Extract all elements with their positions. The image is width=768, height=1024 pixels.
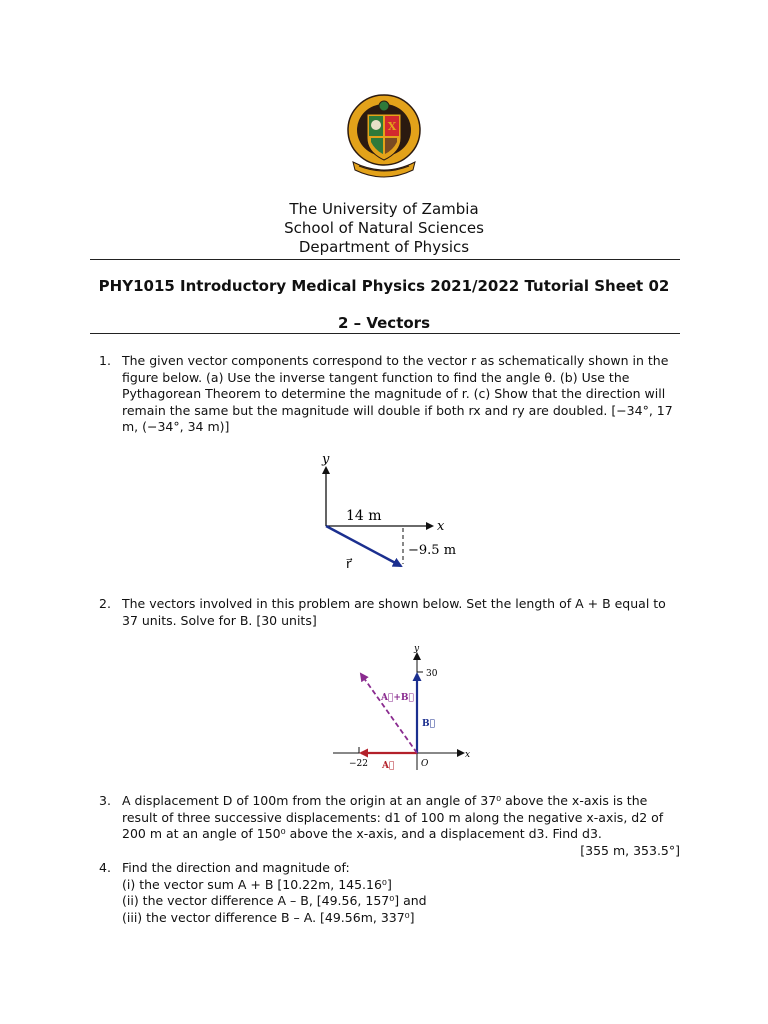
section-title: 2 – Vectors — [337, 314, 431, 332]
question-line: 37 units. Solve for B. [30 units] — [122, 612, 317, 628]
question-line: remain the same but the magnitude will double if both rx and ry are doubled. [−34°, 17 — [122, 402, 673, 418]
question-number: 2. — [99, 596, 111, 611]
origin-label: O — [421, 759, 429, 769]
school-name: School of Natural Sciences — [284, 219, 484, 237]
question-text — [122, 793, 680, 859]
question-number: 1. — [99, 353, 111, 368]
question-line: (iii) the vector difference B – A. [49.56m, 337⁰] — [122, 909, 415, 925]
question-answer: [355 m, 353.5°] — [580, 842, 680, 858]
question-text — [122, 596, 680, 629]
vector-sum-arrow — [361, 674, 417, 753]
course-title: PHY1015 Introductory Medical Physics 2021/2022 Tutorial Sheet 02 — [98, 277, 670, 295]
question-line: The given vector components correspond to the vector r as schematically shown in the — [122, 353, 669, 368]
question-line: 200 m at an angle of 150⁰ above the x-axis, and a displacement d3. Find d3. — [122, 826, 602, 841]
y-axis-label: y — [322, 452, 330, 467]
vector-b-label: B⃗ — [422, 719, 436, 729]
question-number: 4. — [99, 860, 111, 875]
horizontal-component-label: 14 m — [346, 508, 382, 524]
vector-r-arrow — [326, 526, 401, 566]
question-line: Pythagorean Theorem to determine the magnitude of r. (c) Show that the direction will — [122, 386, 666, 401]
question-line: (i) the vector sum A + B [10.22m, 145.16⁰] — [122, 876, 392, 892]
figure-vector-r — [300, 446, 470, 576]
question-text — [122, 353, 680, 436]
x-tick-label: −22 — [349, 759, 368, 769]
university-crest-logo — [343, 92, 425, 188]
title-divider — [90, 333, 680, 334]
vertical-component-label: −9.5 m — [408, 543, 457, 558]
question-text — [122, 860, 680, 926]
vector-sum-label: A⃗+B⃗ — [381, 693, 414, 703]
vector-r-label: r⃗ — [346, 557, 352, 572]
figure-vectors-a-b — [325, 642, 475, 774]
question-line: result of three successive displacements: d1 of 100 m along the negative x-axis, d2 of — [122, 809, 664, 825]
y-axis-label: y — [414, 644, 420, 654]
question-line: Find the direction and magnitude of: — [122, 860, 350, 875]
question-line: m, (−34°, 34 m)] — [122, 419, 230, 434]
question-line: (ii) the vector difference A – B, [49.56, 157⁰] and — [122, 893, 427, 908]
department-name: Department of Physics — [298, 238, 470, 256]
question-line: A displacement D of 100m from the origin at an angle of 37⁰ above the x-axis is the — [122, 793, 648, 808]
university-name: The University of Zambia — [289, 200, 479, 218]
header-divider — [90, 259, 680, 260]
question-number: 3. — [99, 793, 111, 808]
x-axis-label: x — [465, 750, 471, 760]
y-tick-label: 30 — [426, 669, 438, 679]
question-line: figure below. (a) Use the inverse tangent function to find the angle θ. (b) Use the — [122, 369, 630, 385]
x-axis-label: x — [437, 519, 445, 534]
question-line: The vectors involved in this problem are shown below. Set the length of A + B equal to — [122, 596, 666, 611]
svg-text:X: X — [387, 120, 397, 133]
vector-a-label: A⃗ — [382, 761, 395, 771]
